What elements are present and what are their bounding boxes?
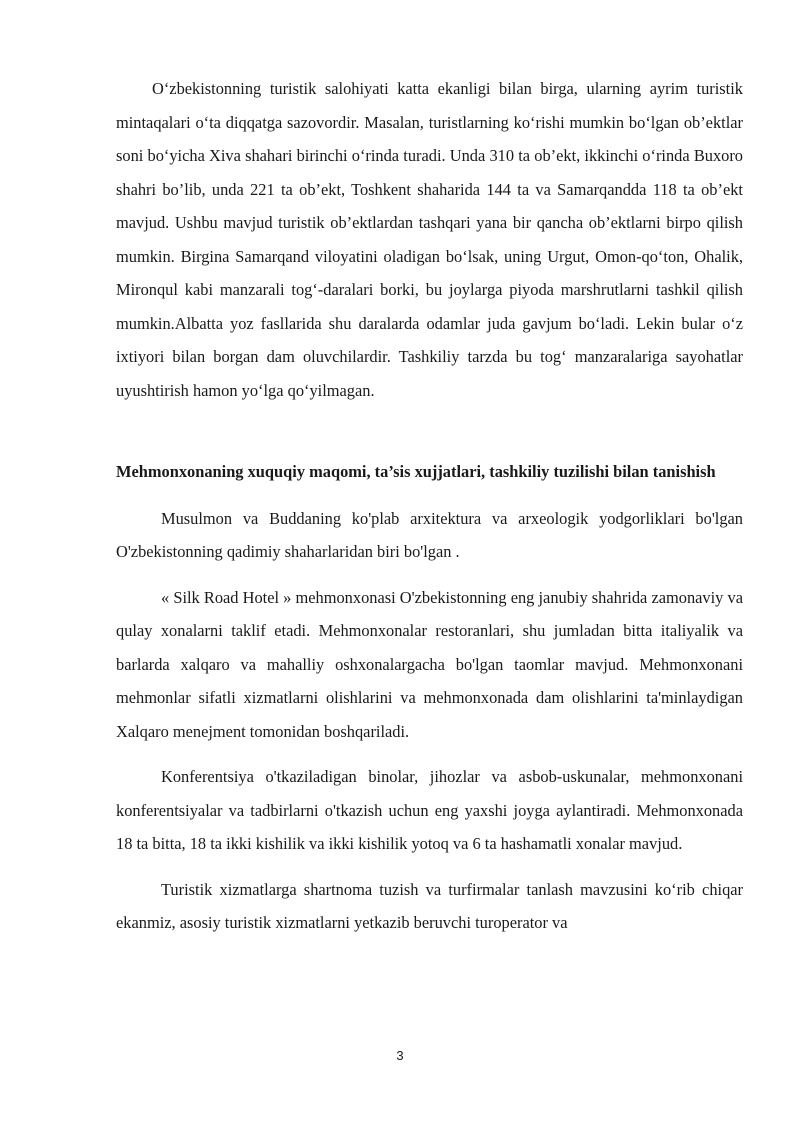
- document-body: [116, 72, 743, 940]
- body-paragraph-4: Turistik xizmatlarga shartnoma tuzish va turfirmalar tanlash mavzusini ko‘rib chiqar ekanmiz, asosiy turistik xizmatlarni yetkazib beruvchi turoperator va: [116, 879, 743, 932]
- section-heading: Mehmonxonaning xuquqiy maqomi, ta’sis xujjatlari, tashkiliy tuzilishi bilan tanishish: [116, 462, 716, 481]
- body-paragraph-3: Konferentsiya o'tkaziladigan binolar, jihozlar va asbob-uskunalar, mehmonxonani konferentsiyalar va tadbirlarni o'tkazish uchun eng yaxshi joyga aylantiradi. Mehmonxonada 18 ta bitta, 18 ta ikki kishilik va ikki kishilik yotoq va 6 ta hashamatli xonalar mavjud.: [116, 767, 743, 853]
- intro-paragraph: O‘zbekistonning turistik salohiyati katta ekanligi bilan birga, ularning ayrim turistik mintaqalari o‘ta diqqatga sazovordir. Masalan, turistlarning ko‘rishi mumkin bo‘lgan ob’ektlar soni bo‘yicha Xiva shahari birinchi o‘rinda turadi. Unda 310 ta ob’ekt, ikkinchi o‘rinda Buxoro shahri bo’lib, unda 221 ta ob’ekt, Toshkent shaharida 144 ta va Samarqandda 118 ta ob’ekt mavjud. Ushbu mavjud turistik ob’ektlardan tashqari yana bir qancha ob’ektlarni birpo qilish mumkin. Birgina Samarqand viloyatini oladigan bo‘lsak, uning Urgut, Omon-qo‘ton, Ohalik, Mironqul kabi manzarali tog‘-daralari borki, bu joylarga piyoda marshrutlarni tashkil qilish mumkin.Albatta yoz fasllarida shu daralarda odamlar juda gavjum bo‘ladi. Lekin bular o‘z ixtiyori bilan borgan dam oluvchilardir. Tashkiliy tarzda bu tog‘ manzaralariga sayohatlar uyushtirish hamon yo‘lga qo‘yilmagan.: [116, 79, 743, 400]
- page-number: 3: [396, 1048, 404, 1063]
- body-paragraph-1: Musulmon va Buddaning ko'plab arxitektura va arxeologik yodgorliklari bo'lgan O'zbekistonning qadimiy shaharlaridan biri bo'lgan .: [116, 508, 743, 561]
- body-paragraph-2: « Silk Road Hotel » mehmonxonasi O'zbekistonning eng janubiy shahrida zamonaviy va qulay xonalarni taklif etadi. Mehmonxonalar restoranlari, shu jumladan bitta italiyalik va barlarda xalqaro va mahalliy oshxonalargacha bo'lgan taomlar mavjud. Mehmonxonani mehmonlar sifatli xizmatlarni olishlarini va mehmonxonada dam olishlarini ta'minlaydigan Xalqaro menejment tomonidan boshqariladi.: [116, 587, 743, 741]
